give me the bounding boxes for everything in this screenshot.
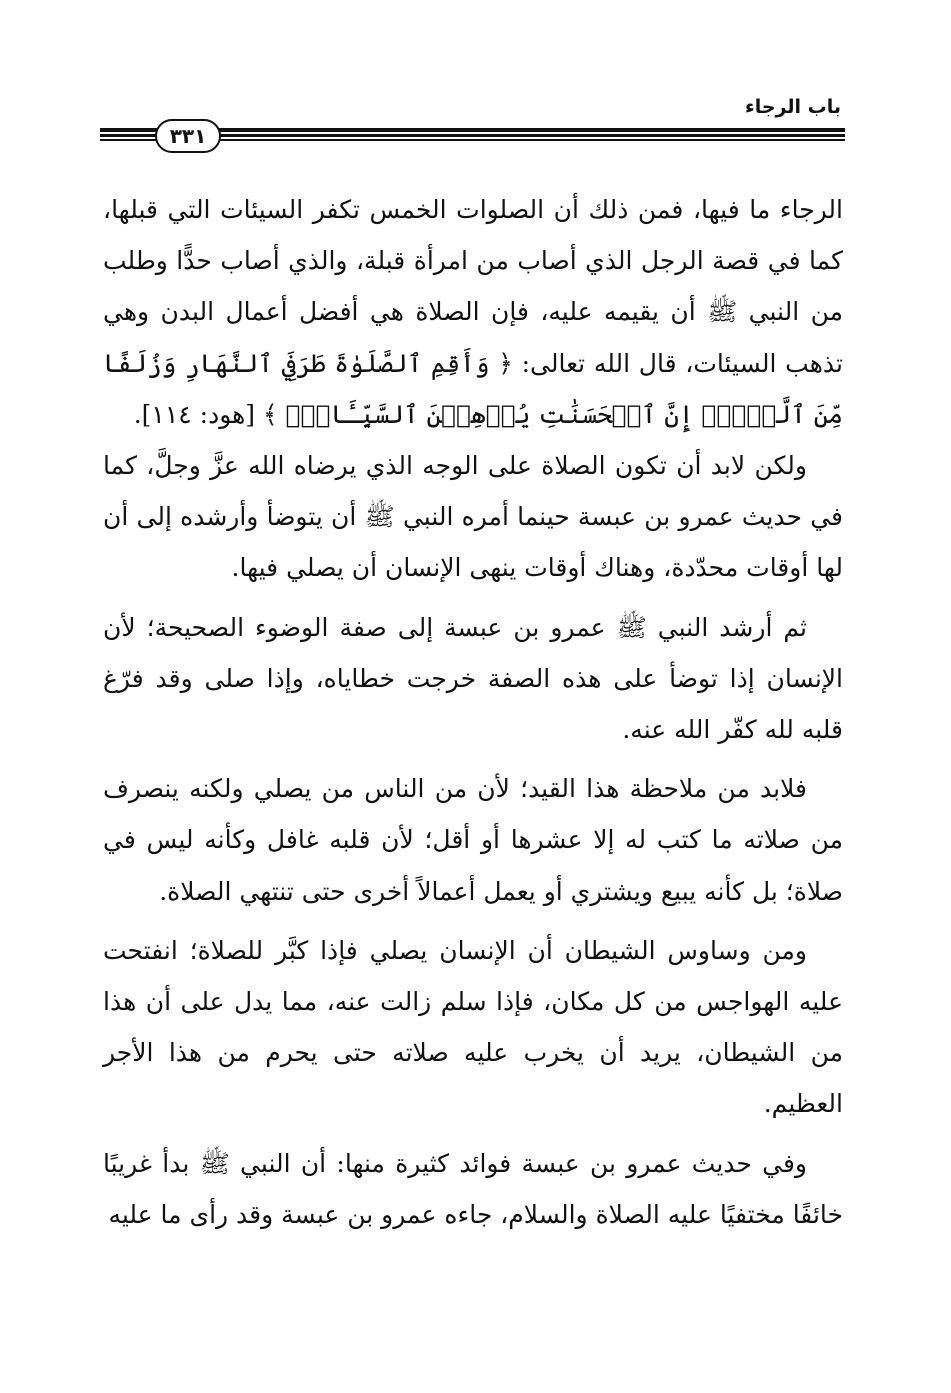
paragraph: فلابد من ملاحظة هذا القيد؛ لأن من الناس من يصلي ولكنه ينصرف من صلاته ما كتب له إلا عشرها أو أقل؛ لأن قلبه غافل وكأنه ليس في صلاة؛ بل كأنه يبيع ويشتري أو يعمل أعمالاً أخرى حتى تنتهي الصلاة. xyxy=(103,774,843,906)
chapter-title: باب الرجاء xyxy=(745,96,841,118)
quran-citation: [هود: ١١٤]. xyxy=(133,399,256,429)
quran-verse: ﴿ وَأَقِمِ ٱلصَّلَوٰةَ طَرَفَيِ ٱلنَّهَارِ وَزُلَفًا مِّنَ ٱلَّيۡلِۚ إِنَّ ٱلۡحَسَنَٰتِ يُذۡهِبۡنَ ٱلسَّيِّـَٔاتِۚ ﴾ xyxy=(103,348,843,429)
paragraph: وفي حديث عمرو بن عبسة فوائد كثيرة منها: أن النبي ﷺ بدأ غريبًا خائفًا مختفيًا عليه الصلاة والسلام، جاءه عمرو بن عبسة وقد رأى ما عليه xyxy=(103,1148,843,1229)
paragraph: ومن وساوس الشيطان أن الإنسان يصلي فإذا كبَّر للصلاة؛ انفتحت عليه الهواجس من كل مكان، فإذا سلم زالت عنه، مما يدل على أن هذا من الشيطان، يريد أن يخرب عليه صلاته حتى يحرم من هذا الأجر العظيم. xyxy=(103,935,843,1119)
paragraph xyxy=(103,184,843,440)
page-number: ٣٣١ xyxy=(155,119,221,153)
paragraph-text: الرجاء ما فيها، فمن ذلك أن الصلوات الخمس تكفر السيئات التي قبلها، كما في قصة الرجل الذي أصاب من امرأة قبلة، والذي أصاب حدًّا وطلب من النبي ﷺ أن يقيمه عليه، فإن الصلاة هي أفضل أعمال البدن وهي تذهب السيئات، قال الله تعالى: xyxy=(103,195,843,378)
main-text xyxy=(103,184,843,1240)
paragraph: ولكن لابد أن تكون الصلاة على الوجه الذي يرضاه الله عزَّ وجلَّ، كما في حديث عمرو بن عبسة حينما أمره النبي ﷺ أن يتوضأ وأرشده إلى أن لها أوقات محدّدة، وهناك أوقات ينهى الإنسان أن يصلي فيها. xyxy=(103,451,843,583)
paragraph: ثم أرشد النبي ﷺ عمرو بن عبسة إلى صفة الوضوء الصحيحة؛ لأن الإنسان إذا توضأ على هذه الصفة خرجت خطاياه، وإذا صلى وقد فرّغ قلبه لله كفّر الله عنه. xyxy=(103,612,843,745)
